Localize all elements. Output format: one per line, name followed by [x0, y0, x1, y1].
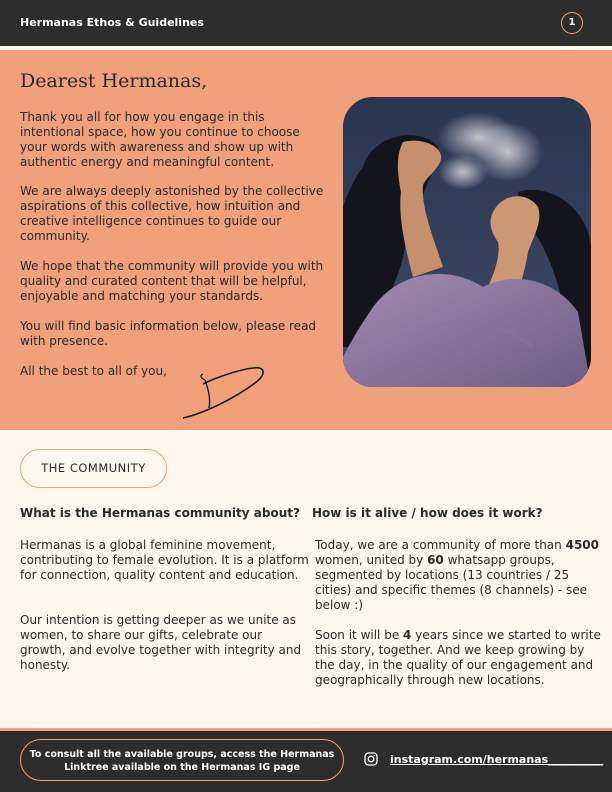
- text-run: years since we started to write this story, together. And we keep growing by the day, in the quality of our engagement and geographically through new locations.: [315, 628, 601, 687]
- intro-paragraph: We are always deeply astonished by the collective aspirations of this collective, how intuition and creative intelligence continues to guide our community.: [20, 184, 324, 243]
- left-column-heading: What is the Hermanas community about?: [20, 506, 300, 520]
- text-run: women, united by: [315, 553, 428, 567]
- intro-section: [0, 50, 612, 430]
- intro-paragraph: You will find basic information below, please read with presence.: [20, 319, 317, 348]
- right-column-heading: How is it alive / how does it work?: [312, 506, 543, 520]
- text-run: Today, we are a community of more than: [315, 538, 566, 552]
- instagram-icon: [364, 752, 378, 766]
- right-column-paragraph: [315, 628, 605, 688]
- group-count: 60: [427, 553, 444, 567]
- text-run: Soon it will be: [315, 628, 404, 642]
- signature: [175, 358, 270, 423]
- greeting-heading: Dearest Hermanas,: [20, 70, 208, 92]
- text-run: whatsapp groups, segmented by locations (13 countries / 25 cities) and specific themes (8 channels) - see below :): [315, 553, 588, 612]
- linktree-button[interactable]: To consult all the available groups, access the Hermanas Linktree available on the Hermanas IG page: [20, 739, 344, 781]
- header-bar: [0, 0, 612, 46]
- right-column-paragraph: [315, 538, 605, 613]
- instagram-link[interactable]: instagram.com/hermanas__________: [390, 753, 604, 766]
- page-number-badge: 1: [561, 12, 583, 34]
- member-count: 4500: [565, 538, 599, 552]
- section-title-pill: THE COMMUNITY: [20, 449, 167, 488]
- hero-photo: [343, 97, 591, 387]
- footer-bar: [0, 731, 612, 792]
- intro-paragraph: We hope that the community will provide you with quality and curated content that will be helpful, enjoyable and matching your standards.: [20, 259, 324, 303]
- document-title: Hermanas Ethos & Guidelines: [20, 16, 204, 29]
- intro-paragraph: Thank you all for how you engage in this intentional space, how you continue to choose your words with awareness and show up with authentic energy and meaningful content.: [20, 110, 300, 169]
- left-column-paragraph: Hermanas is a global feminine movement, contributing to female evolution. It is a platform for connection, quality content and education.: [20, 538, 309, 582]
- left-column-paragraph: Our intention is getting deeper as we unite as women, to share our gifts, celebrate our growth, and evolve together with integrity and honesty.: [20, 613, 302, 672]
- years-count: 4: [403, 628, 412, 642]
- closing-line: All the best to all of you,: [20, 364, 167, 378]
